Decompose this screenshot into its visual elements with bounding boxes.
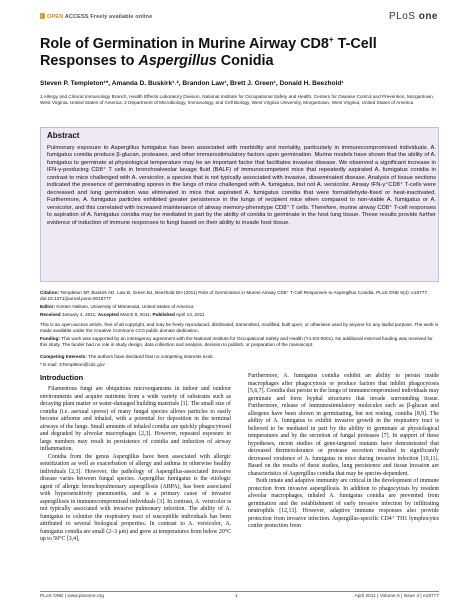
funding: Funding: This work was supported by an interagency agreement with the National Institute for Occupational Safety and Health (Y1-ES-0001). No additional external funding was received for this study. The funder had no role in study design, data collection and analysis, decision to publish, or preparation of the manuscript. — [40, 336, 433, 347]
body-column-left — [40, 386, 231, 544]
editor: Editor: Kirsten Nielsen, University of Minnesota, United States of America — [40, 304, 194, 309]
paragraph: Filamentous fungi are ubiquitous microorganisms in indoor and outdoor environments and acquire nutrients from a wide variety of substrates such as decaying plant matter or water-damaged building materials [1]. The small size of conidia (i.e. asexual spores) of many fungal species allows particles to easily become airborne and inhaled, with a potential for deposition in the terminal airways of the lungs. Small amounts of inhaled conidia are quickly phagocytosed and degraded by alveolar macrophages [2,3]. However, repeated exposure to large numbers may result in persistence of conidia and induction of airway inflammation. — [40, 386, 231, 452]
competing-interests: Competing Interests: The authors have declared that no competing interests exist. — [40, 354, 214, 359]
paragraph: Furthermore, A. fumigatus conidia exhibit an ability to persist inside macrophages after phagocytosis or produce factors that inhibit phagocytosis [5,6,7]. Conidia that persist in the lungs of immunocompromised individuals may germinate and form hyphal structures that invade surrounding tissue. Furthermore, release of immunostimulatory molecules such as β-glucan and allergens have been shown in germinating, but not resting, conidia [8,9]. The ability of A. fumigatus to exhibit invasive growth in the respiratory tract is believed to be mediated in part by the ability to germinate at physiological temperatures and by the secretion of fungal proteases [7]. In support of these hypotheses, recent studies of gene-targeted mutants have demonstrated that decreased thermotolerance or protease secretion resulted in significantly decreased virulence of A. fumigatus in mice during invasive infection [10,11]. Based on the results of these studies, lung persistence and tissue invasion are characteristics of Aspergillus conidia that may be species-dependent. — [248, 373, 439, 477]
citation: Citation: Templeton SP, Buskirk AD, Law B, Green BJ, Beezhold DH (2011) Role of Germination in Murine Airway CD8⁺ T-Cell Responses to Aspergillus Conidia. PLoS ONE 6(4): e18777. doi:10.1371/journal.pone.0018777 — [40, 290, 429, 301]
open-access-badge: OPEN ACCESS Freely available online — [40, 13, 152, 20]
abstract-heading: Abstract — [47, 131, 80, 140]
page-number: 1 — [235, 594, 238, 599]
open-lock-icon — [40, 13, 45, 19]
introduction-heading: Introduction — [40, 373, 84, 382]
body-column-right — [248, 373, 439, 531]
abstract-text: Pulmonary exposure to Aspergillus fumigatus has been associated with morbidity and mortality, particularly in immunocompromised individuals. A. fumigatus conidia produce β-glucan, proteases, and other immunostimulatory factors upon germination. Murine models have shown that the ability of A. fumigatus to germinate at physiological temperature may be an important factor that facilitates invasive disease. We observed a significant increase in IFN-γ-producing CD8⁺ T cells in bronchoalveolar lavage fluid (BALF) of immunocompetent mice that repeatedly aspirated A. fumigatus conidia in contrast to mice challenged with A. versicolor, a species that is not typically associated with invasive, disseminated disease. Analysis of tissue sections indicated the presence of germinating spores in the lungs of mice challenged with A. fumigatus, but not A. versicolor. Airway IFN-γ⁺CD8⁺ T-cells were decreased and lung germination was eliminated in mice that aspirated A. fumigatus conidia that were formaldehyde-fixed or heat-inactivated. Furthermore, A. fumigatus particles exhibited greater persistence in the lungs of recipient mice when compared to non-viable A. fumigatus or A. versicolor, and this correlated with increased maintenance of airway memory-phenotype CD8⁺ T cells. Therefore, murine airway CD8⁺ T-cell responses to aspiration of A. fumigatus conidia may be mediated in part by the ability of conidia to germinate in the host lung tissue. These results provide further evidence of induction of immune responses to fungi based on their ability to invade host tissue. — [47, 145, 436, 226]
paragraph: Both innate and adaptive immunity are critical in the development of immune protection from invasive aspergillosis. In addition to phagocytosis by resident alveolar macrophages, inhaled A. fumigatus conidia are prevented from germination and the establishment of early invasive infection by infiltrating neutrophils [12,13]. However, adaptive immune responses also provide protection from invasive infection. Aspergillus-specific CD4⁺ TH1 lymphocytes confer protection from — [248, 478, 439, 529]
footer-journal: PLoS ONE | www.plosone.org — [40, 594, 104, 599]
dates: Received January 4, 2011; Accepted March 9, 2011; Published April 13, 2011 — [40, 312, 205, 317]
journal-header — [40, 12, 438, 24]
license: This is an open-access article, free of all copyright, and may be freely reproduced, distributed, transmitted, modified, built upon, or otherwise used by anyone for any lawful purpose. The work is made available under the Creative Commons CC0 public domain dedication. — [40, 322, 439, 333]
affiliations: 1 Allergy and Clinical Immunology Branch, Health Effects Laboratory Division, National Institute for Occupational Safety and Health, Centers for Disease Control and Prevention, Morgantown, West Virginia, United States of America, 2 Department of Microbiology, Immunology, and Cell Biology, West Virginia University, Morgantown, West Virginia, United States of America — [40, 94, 435, 106]
author-list: Steven P. Templeton¹*, Amanda D. Buskirk¹˒², Brandon Law¹, Brett J. Green¹, Donald H. Beezhold¹ — [40, 80, 344, 87]
abstract-box — [40, 127, 439, 282]
paragraph: Conidia from the genus Aspergillus have been associated with allergic sensitization as well as exacerbation of allergy and asthma in otherwise healthy individuals [2,3]. However, the pathology of Aspergillus-associated invasive disease varies between fungal species. Aspergillus fumigatus is the etiologic agent of allergic bronchopulmonary aspergillosis (ABPA), has been associated with hypersensitivity pneumonitis, and is a primary cause of invasive aspergillosis in immunocompromised individuals [3]. In contrast, A. versicolor is not typically associated with invasive pulmonary infection. The ability of A. fumigatus to colonize the respiratory tract of susceptible individuals has been attributed to several biological properties. In contrast to A. versicolor, A. fumigatus conidia are small (2–3 μm) and grow at temperatures from below 20°C up to 50°C [3,4], — [40, 453, 231, 542]
article-title: Role of Germination in Murine Airway CD8+ T-Cell Responses to Aspergillus Conidia — [40, 35, 377, 69]
footer-issue: April 2011 | Volume 6 | Issue 4 | e18777 — [354, 594, 439, 599]
page-footer — [40, 591, 439, 599]
plos-one-logo: PLoS one — [388, 11, 438, 22]
corresponding-email[interactable]: * E-mail: STempleton@cdc.gov — [40, 362, 105, 367]
